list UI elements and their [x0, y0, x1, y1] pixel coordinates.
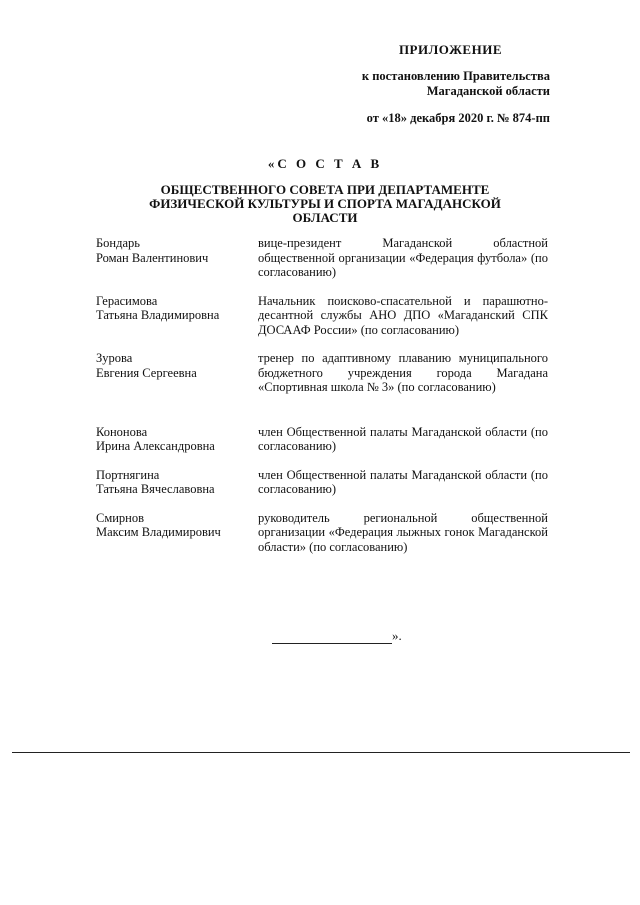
- title-sostav: «С О С Т А В: [267, 156, 383, 171]
- page-bottom-line: [12, 752, 630, 753]
- member-role: вице-президент Магаданской областной общественной организации «Федерация футбола» (по согласованию): [258, 236, 548, 279]
- member-name: Смирнов Максим Владимирович: [96, 510, 221, 539]
- member-row: [96, 511, 548, 555]
- document-title: [105, 157, 545, 225]
- member-name: Зурова Евгения Сергеевна: [96, 351, 197, 380]
- resolution-date: от «18» декабря 2020 г. № 874-пп: [366, 111, 550, 125]
- title-line-2: ФИЗИЧЕСКОЙ КУЛЬТУРЫ И СПОРТА МАГАДАНСКОЙ: [149, 196, 501, 211]
- member-row: [96, 236, 548, 280]
- closing-quote: ».: [392, 628, 402, 643]
- closing-mark: [272, 628, 402, 644]
- members-list: [96, 236, 548, 568]
- title-line-1: ОБЩЕСТВЕННОГО СОВЕТА ПРИ ДЕПАРТАМЕНТЕ: [160, 182, 490, 197]
- resolution-line-1: к постановлению Правительства: [361, 69, 550, 83]
- member-name: Герасимова Татьяна Владимировна: [96, 293, 220, 322]
- member-row: [96, 425, 548, 454]
- resolution-line-2: Магаданской области: [426, 84, 550, 98]
- member-row: [96, 468, 548, 497]
- appendix-label: ПРИЛОЖЕНИЕ: [398, 42, 502, 57]
- member-name: Бондарь Роман Валентинович: [96, 236, 209, 265]
- member-role: член Общественной палаты Магаданской области (по согласованию): [258, 424, 548, 453]
- member-role: руководитель региональной общественной организации «Федерация лыжных гонок Магаданской области» (по согласованию): [258, 510, 548, 554]
- member-name: Портнягина Татьяна Вячеславовна: [96, 467, 215, 496]
- member-row: [96, 351, 548, 395]
- member-role: Начальник поисково-спасательной и парашютно-десантной службы АНО ДПО «Магаданский СПК ДОСААФ России» (по согласованию): [258, 293, 548, 337]
- member-role: член Общественной палаты Магаданской области (по согласованию): [258, 467, 548, 496]
- closing-rule: [272, 631, 392, 644]
- title-line-3: ОБЛАСТИ: [292, 210, 358, 225]
- member-role: тренер по адаптивному плаванию муниципального бюджетного учреждения города Магадана «Спортивная школа № 3» (по согласованию): [258, 351, 548, 394]
- member-name: Кононова Ирина Александровна: [96, 424, 215, 453]
- appendix-header: [310, 42, 550, 126]
- member-row: [96, 294, 548, 338]
